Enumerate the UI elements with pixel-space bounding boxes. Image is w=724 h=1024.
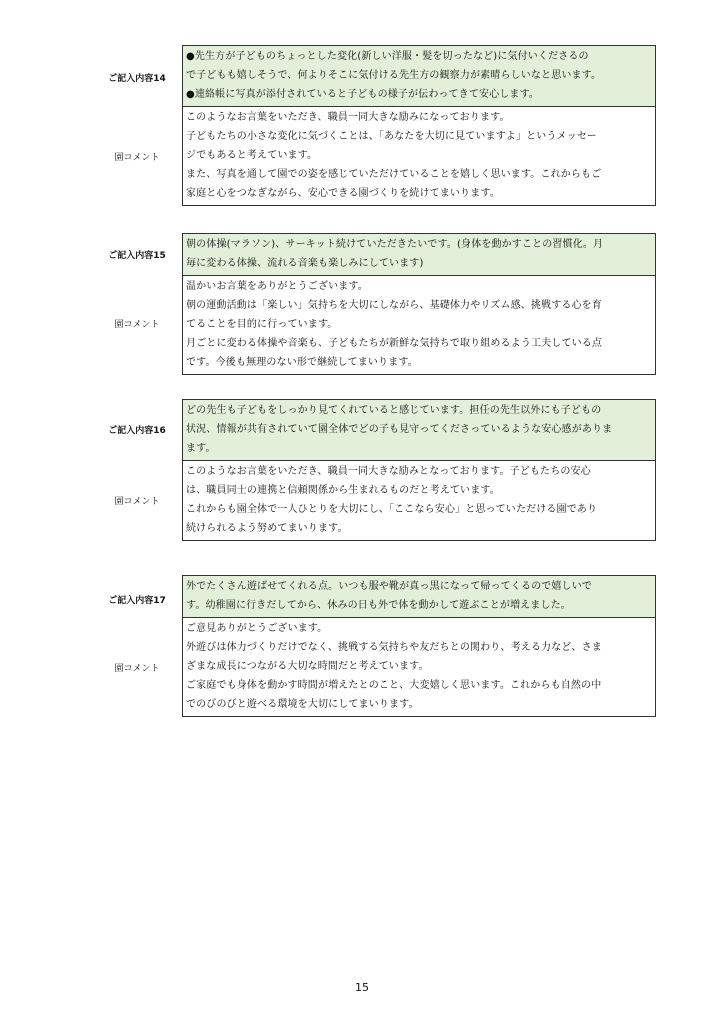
comment-row bbox=[95, 276, 658, 375]
comment-line: 外遊びは体力づくりだけでなく、挑戦する気持ちや友だちとの関わり、考える力など、さま bbox=[186, 642, 602, 653]
comment-row bbox=[95, 107, 658, 206]
entry-row bbox=[95, 399, 658, 461]
entry-label: ご記入内容15 bbox=[108, 251, 166, 261]
comment-line: また、写真を通して園での姿を感じていただけていることを嬉しく思います。これからもご bbox=[186, 169, 602, 180]
comment-line: てることを目的に行っています。 bbox=[186, 319, 338, 330]
comment-text-box bbox=[182, 461, 656, 541]
comment-row bbox=[95, 618, 658, 717]
entry-label: ご記入内容16 bbox=[108, 426, 166, 436]
comment-line: ご意見ありがとうございます。 bbox=[186, 623, 328, 634]
entry-line: で子どもも嬉しそうで、何よりそこに気付ける先生方の観察力が素晴らしいなと思います。 bbox=[186, 70, 602, 81]
section-14 bbox=[95, 45, 658, 206]
entry-line: ●連絡帳に写真が添付されていると子どもの様子が伝わってきて安心します。 bbox=[186, 89, 540, 100]
comment-line: 月ごとに変わる体操や音楽も、子どもたちが新鮮な気持ちで取り組めるよう工夫している点 bbox=[186, 338, 603, 349]
entry-text-box bbox=[182, 233, 656, 276]
entry-text-box bbox=[182, 399, 656, 461]
comment-line: このようなお言葉をいただき、職員一同大きな励みとなっております。子どもたちの安心 bbox=[186, 466, 591, 477]
entry-line: どの先生も子どもをしっかり見てくれていると感じています。担任の先生以外にも子どもの bbox=[186, 405, 602, 416]
section-16 bbox=[95, 399, 658, 541]
comment-label: 園コメント bbox=[114, 320, 160, 330]
comment-text-box bbox=[182, 618, 656, 717]
entry-line: ます。 bbox=[186, 443, 216, 454]
comment-line: ジでもあると考えています。 bbox=[186, 150, 318, 161]
comment-line: ざまな成長につながる大切な時間だと考えています。 bbox=[186, 661, 429, 672]
entry-text-box bbox=[182, 575, 656, 618]
comment-line: 温かいお言葉をありがとうございます。 bbox=[186, 281, 368, 292]
entry-line: 朝の体操(マラソン)、サーキット続けていただきたいです。(身体を動かすことの習慣化。月 bbox=[186, 239, 604, 250]
comment-label: 園コメント bbox=[114, 664, 160, 674]
comment-line: ご家庭でも身体を動かす時間が増えたとのこと、大変嬉しく思います。これからも自然の中 bbox=[186, 680, 602, 691]
entry-label: ご記入内容17 bbox=[108, 596, 166, 606]
comment-text-box bbox=[182, 107, 656, 206]
section-15 bbox=[95, 233, 658, 375]
page-number: 15 bbox=[355, 981, 369, 994]
entry-row bbox=[95, 233, 658, 276]
entry-line: す。幼稚園に行きだしてから、休みの日も外で体を動かして遊ぶことが増えました。 bbox=[186, 600, 571, 611]
comment-line: これからも園全体で一人ひとりを大切にし、「ここなら安心」と思っていただける園であり bbox=[186, 504, 598, 515]
entry-text-box bbox=[182, 45, 656, 107]
entry-row bbox=[95, 45, 658, 107]
comment-line: 朝の運動活動は「楽しい」気持ちを大切にしながら、基礎体力やリズム感、挑戦する心を育 bbox=[186, 300, 602, 311]
section-17 bbox=[95, 575, 658, 717]
entry-line: 外でたくさん遊ばせてくれる点。いつも服や靴が真っ黒になって帰ってくるので嬉しいで bbox=[186, 581, 592, 592]
entry-line: 状況、情報が共有されていて園全体でどの子も見守ってくださっているような安心感がありま bbox=[186, 424, 613, 435]
comment-label: 園コメント bbox=[114, 497, 160, 507]
entry-line: ●先生方が子どものちょっとした変化(新しい洋服・髪を切ったなど)に気付いくださるの bbox=[186, 51, 589, 62]
comment-line: 家庭と心をつなぎながら、安心できる園づくりを続けてまいります。 bbox=[186, 188, 500, 199]
comment-line: です。今後も無理のない形で継続してまいります。 bbox=[186, 357, 418, 368]
comment-line: 続けられるよう努めてまいります。 bbox=[186, 523, 348, 534]
entry-line: 毎に変わる体操、流れる音楽も楽しみにしています) bbox=[186, 258, 424, 269]
entry-label: ご記入内容14 bbox=[108, 74, 166, 84]
comment-line: でのびのびと遊べる環境を大切にしてまいります。 bbox=[186, 699, 419, 710]
comment-row bbox=[95, 461, 658, 541]
comment-label: 園コメント bbox=[114, 153, 160, 163]
comment-text-box bbox=[182, 276, 656, 375]
comment-line: 子どもたちの小さな変化に気づくことは、「あなたを大切に見ていますよ」というメッセー bbox=[186, 131, 597, 142]
entry-row bbox=[95, 575, 658, 618]
comment-line: このようなお言葉をいただき、職員一同大きな励みになっております。 bbox=[186, 112, 510, 123]
comment-line: は、職員同士の連携と信頼関係から生まれるものだと考えています。 bbox=[186, 485, 500, 496]
